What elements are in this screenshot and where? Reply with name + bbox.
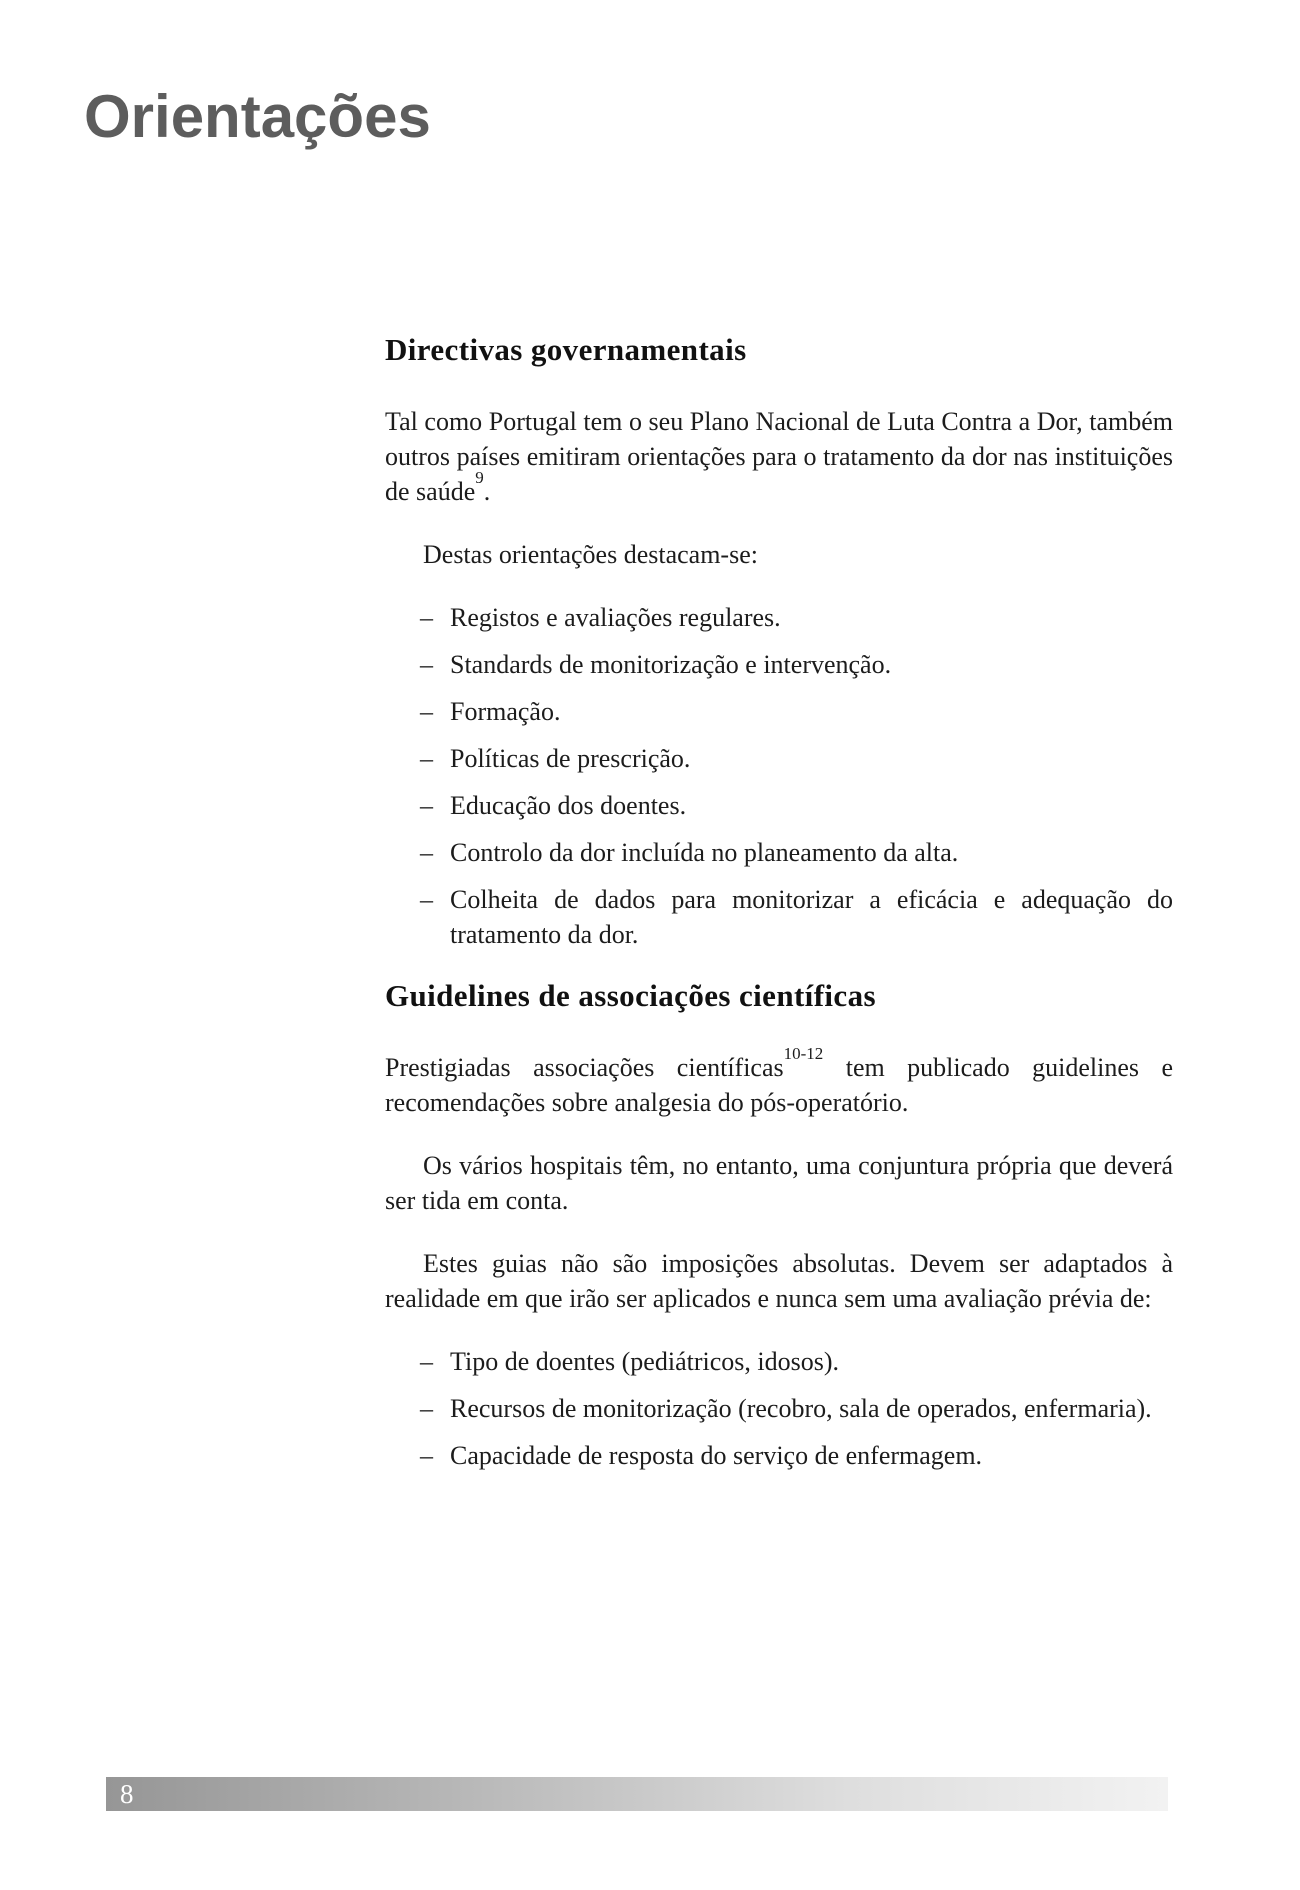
paragraph-text: tem publicado guidelines e recomendações sobre analgesia do pós-operatório.	[385, 1053, 1173, 1117]
dash-bullet: –	[420, 650, 433, 679]
dash-bullet: –	[420, 885, 433, 914]
list-item-text: Colheita de dados para monitorizar a eficácia e adequação do tratamento da dor.	[450, 885, 1173, 949]
list-item-text: Registos e avaliações regulares.	[450, 603, 781, 632]
list-item-text: Standards de monitorização e intervenção.	[450, 650, 892, 679]
section-heading-guidelines: Guidelines de associações científicas	[385, 978, 876, 1013]
dash-bullet: –	[420, 1394, 433, 1423]
dash-bullet: –	[420, 1441, 433, 1470]
main-text-column	[385, 332, 1173, 1485]
footnote-reference: 9	[475, 467, 484, 487]
list-item-text: Recursos de monitorização (recobro, sala de operados, enfermaria).	[450, 1394, 1152, 1423]
bullet-list	[385, 1344, 1173, 1473]
list-item	[385, 647, 1173, 682]
list-item	[385, 788, 1173, 823]
dash-bullet: –	[420, 744, 433, 773]
paragraph-text: .	[483, 477, 491, 506]
list-item-text: Políticas de prescrição.	[450, 744, 691, 773]
dash-bullet: –	[420, 697, 433, 726]
paragraph-text: Prestigiadas associações científicas	[385, 1053, 784, 1082]
list-item	[385, 1391, 1173, 1426]
list-item-text: Controlo da dor incluída no planeamento da alta.	[450, 838, 959, 867]
list-item	[385, 1438, 1173, 1473]
paragraph	[385, 404, 1173, 509]
page-title: Orientações	[84, 83, 431, 150]
paragraph: Os vários hospitais têm, no entanto, uma conjuntura própria que deverá ser tida em conta.	[385, 1151, 1173, 1215]
list-item	[385, 1344, 1173, 1379]
dash-bullet: –	[420, 838, 433, 867]
footer-bar	[106, 1777, 1168, 1811]
list-item	[385, 882, 1173, 952]
list-item-text: Tipo de doentes (pediátricos, idosos).	[450, 1347, 839, 1376]
list-item	[385, 600, 1173, 635]
page-number: 8	[120, 1778, 134, 1809]
dash-bullet: –	[420, 791, 433, 820]
paragraph: Estes guias não são imposições absolutas. Devem ser adaptados à realidade em que irão ser aplicados e nunca sem uma avaliação prévia de:	[385, 1249, 1173, 1313]
bullet-list	[385, 600, 1173, 952]
list-item	[385, 694, 1173, 729]
list-item-text: Capacidade de resposta do serviço de enfermagem.	[450, 1441, 983, 1470]
list-item-text: Educação dos doentes.	[450, 791, 687, 820]
list-item	[385, 741, 1173, 776]
list-item-text: Formação.	[450, 697, 561, 726]
section-heading-directivas: Directivas governamentais	[385, 332, 747, 367]
paragraph-text: Tal como Portugal tem o seu Plano Nacional de Luta Contra a Dor, também outros países emitiram orientações para o tratamento da dor nas instituições de saúde	[385, 407, 1173, 506]
dash-bullet: –	[420, 1347, 433, 1376]
footnote-reference: 10-12	[783, 1043, 824, 1063]
paragraph	[385, 1043, 1173, 1120]
paragraph: Destas orientações destacam-se:	[423, 540, 758, 569]
dash-bullet: –	[420, 603, 433, 632]
list-item	[385, 835, 1173, 870]
